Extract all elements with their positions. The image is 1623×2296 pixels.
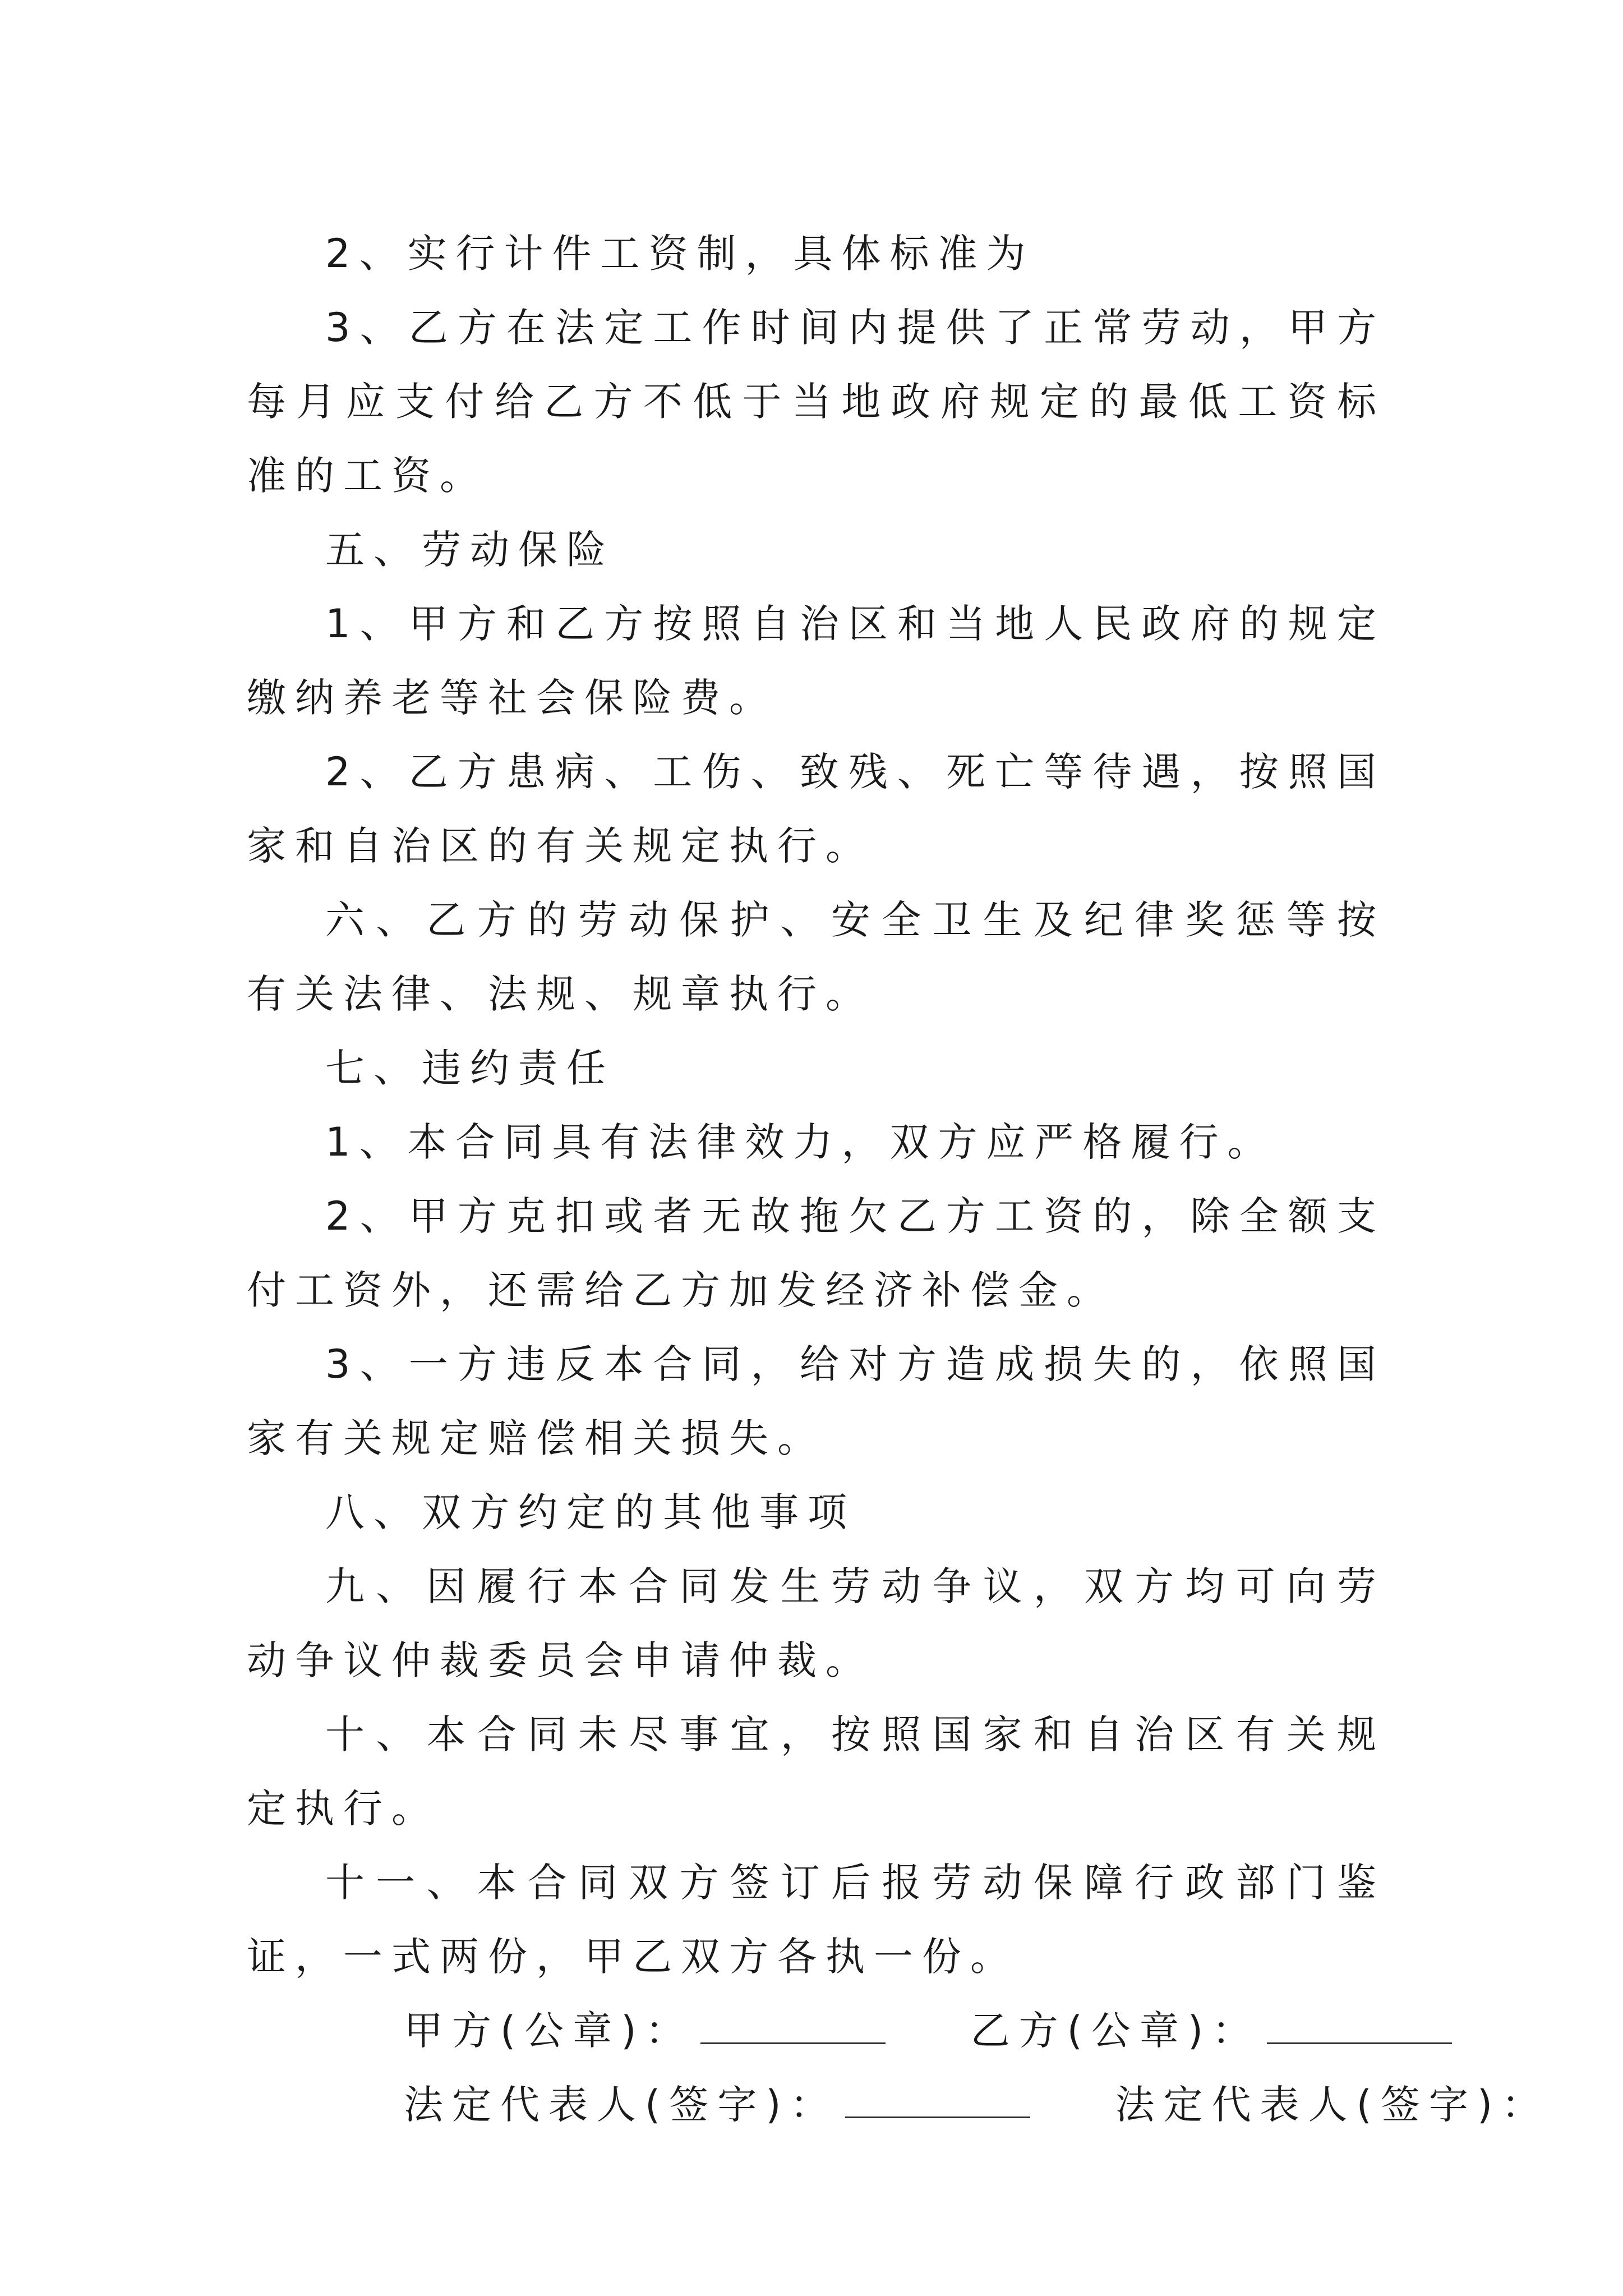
party-a-seal-label: 甲方(公章)：	[404, 2008, 694, 2054]
legal-rep-a-label: 法定代表人(签字)：	[404, 2082, 838, 2128]
party-a-seal-blank	[700, 2009, 886, 2044]
signature-line-seals	[247, 1994, 1385, 2068]
section-heading-labor-insurance: 五、劳动保险	[325, 527, 615, 573]
section-dispute-arbitration: 九、因履行本合同发生劳动争议，双方均可向劳动争议仲裁委员会申请仲裁。	[247, 1563, 1385, 1683]
section-labor-protection: 六、乙方的劳动保护、安全卫生及纪律奖惩等按有关法律、法规、规章执行。	[247, 897, 1385, 1017]
legal-rep-b-label: 法定代表人(签字)：	[1115, 2082, 1550, 2128]
section-copies-verification: 十一、本合同双方签订后报劳动保障行政部门鉴证，一式两份，甲乙双方各执一份。	[247, 1860, 1385, 1980]
section-unresolved-matters: 十、本合同未尽事宜，按照国家和自治区有关规定执行。	[247, 1711, 1385, 1832]
signature-line-legal-reps	[247, 2068, 1550, 2142]
paragraph-piece-rate: 2、实行计件工资制，具体标准为	[325, 231, 1035, 277]
document-body	[247, 217, 1550, 2142]
section-heading-liability: 七、违约责任	[325, 1045, 615, 1091]
paragraph-wage-arrears: 2、甲方克扣或者无故拖欠乙方工资的，除全额支付工资外，还需给乙方加发经济补偿金。	[247, 1193, 1385, 1313]
paragraph-breach-compensation: 3、一方违反本合同，给对方造成损失的，依照国家有关规定赔偿相关损失。	[247, 1341, 1385, 1461]
paragraph-minimum-wage: 3、乙方在法定工作时间内提供了正常劳动，甲方每月应支付给乙方不低于当地政府规定的最低工资标准的工资。	[247, 305, 1385, 499]
party-b-seal-label: 乙方(公章)：	[970, 2008, 1261, 2054]
paragraph-legal-effect: 1、本合同具有法律效力，双方应严格履行。	[325, 1119, 1276, 1165]
party-b-seal-blank	[1267, 2009, 1452, 2044]
paragraph-illness-injury: 2、乙方患病、工伤、致残、死亡等待遇，按照国家和自治区的有关规定执行。	[247, 749, 1385, 869]
paragraph-social-insurance: 1、甲方和乙方按照自治区和当地人民政府的规定缴纳养老等社会保险费。	[247, 601, 1385, 721]
section-heading-other-matters: 八、双方约定的其他事项	[325, 1489, 856, 1535]
legal-rep-a-blank	[845, 2083, 1030, 2118]
